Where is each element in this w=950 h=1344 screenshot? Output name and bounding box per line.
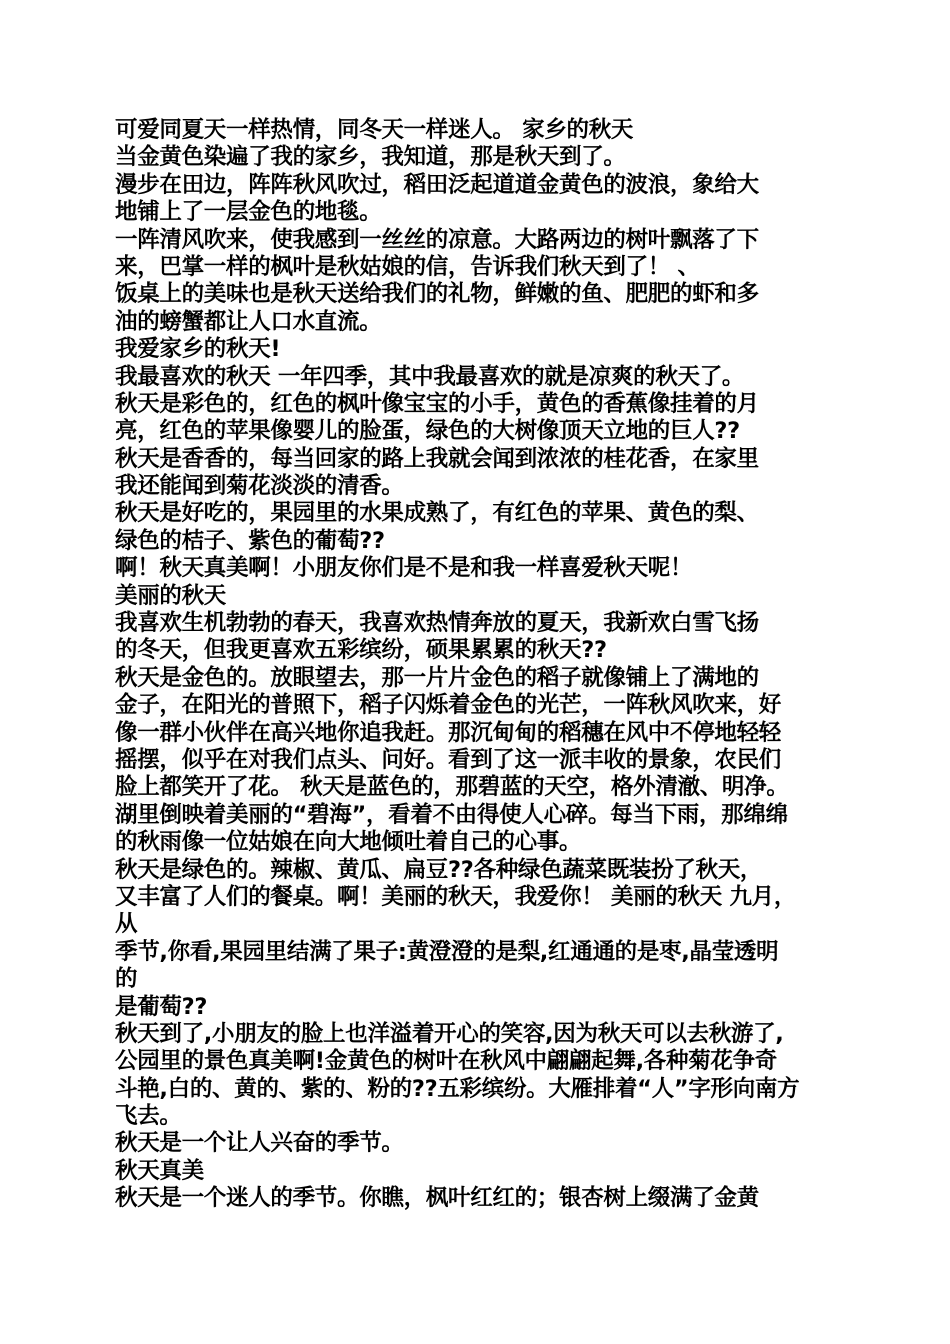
text-line: 油的螃蟹都让人口水直流。 <box>115 308 382 335</box>
text-line: 秋天是香香的，每当回家的路上我就会闻到浓浓的桂花香，在家里 <box>115 445 759 472</box>
text-line: 秋天是彩色的，红色的枫叶像宝宝的小手，黄色的香蕉像挂着的月 <box>115 390 759 417</box>
text-line: 啊！秋天真美啊！小朋友你们是不是和我一样喜爱秋天呢！ <box>115 555 693 582</box>
text-line: 秋天是绿色的。辣椒、黄瓜、扁豆??各种绿色蔬菜既装扮了秋天， <box>115 856 763 883</box>
text-line: 我最喜欢的秋天 一年四季，其中我最喜欢的就是凉爽的秋天了。 <box>115 363 745 390</box>
text-line: 可爱同夏天一样热情，同冬天一样迷人。 家乡的秋天 <box>115 117 634 143</box>
text-line: 饭桌上的美味也是秋天送给我们的礼物，鲜嫩的鱼、肥肥的虾和多 <box>115 281 759 308</box>
text-line: 一阵清风吹来，使我感到一丝丝的凉意。大路两边的树叶飘落了下 <box>115 226 759 253</box>
text-line: 湖里倒映着美丽的“碧海”，看着不由得使人心碎。每当下雨，那绵绵 <box>115 801 788 828</box>
text-line: 季节,你看,果园里结满了果子:黄澄澄的是梨,红通通的是枣,晶莹透明 <box>115 938 779 965</box>
text-line: 公园里的景色真美啊!金黄色的树叶在秋风中翩翩起舞,各种菊花争奇 <box>115 1048 778 1075</box>
text-line: 秋天真美 <box>115 1157 204 1184</box>
text-line: 金子，在阳光的普照下，稻子闪烁着金色的光芒，一阵秋风吹来，好 <box>115 692 782 719</box>
text-line: 我喜欢生机勃勃的春天，我喜欢热情奔放的夏天，我新欢白雪飞扬 <box>115 610 759 637</box>
text-line: 飞去。 <box>115 1103 182 1130</box>
text-line: 漫步在田边，阵阵秋风吹过，稻田泛起道道金黄色的波浪，象给大 <box>115 171 759 198</box>
document-body-text <box>115 117 845 1213</box>
text-line: 脸上都笑开了花。 秋天是蓝色的，那碧蓝的天空，格外清澈、明净。 <box>115 774 789 801</box>
text-line: 又丰富了人们的餐桌。啊！美丽的秋天，我爱你！ 美丽的秋天 九月， <box>115 883 797 910</box>
text-line: 摇摆，似乎在对我们点头、问好。看到了这一派丰收的景象，农民们 <box>115 746 782 773</box>
text-line: 像一群小伙伴在高兴地你追我赶。那沉甸甸的稻穗在风中不停地轻轻 <box>115 719 782 746</box>
text-line: 秋天是金色的。放眼望去，那一片片金色的稻子就像铺上了满地的 <box>115 664 759 691</box>
text-line: 我爱家乡的秋天! <box>115 336 281 363</box>
text-line: 当金黄色染遍了我的家乡，我知道，那是秋天到了。 <box>115 144 626 171</box>
text-line: 来，巴掌一样的枫叶是秋姑娘的信，告诉我们秋天到了！ 、 <box>115 253 700 280</box>
text-line: 我还能闻到菊花淡淡的清香。 <box>115 473 404 500</box>
text-line: 亮，红色的苹果像婴儿的脸蛋，绿色的大树像顶天立地的巨人?? <box>115 418 740 445</box>
text-line: 的秋雨像一位姑娘在向大地倾吐着自己的心事。 <box>115 829 582 856</box>
text-line: 美丽的秋天 <box>115 582 227 609</box>
text-line: 秋天到了,小朋友的脸上也洋溢着开心的笑容,因为秋天可以去秋游了, <box>115 1020 784 1047</box>
text-line: 秋天是好吃的，果园里的水果成熟了，有红色的苹果、黄色的梨、 <box>115 500 759 527</box>
text-line: 从 <box>115 911 138 938</box>
text-line: 的冬天，但我更喜欢五彩缤纷，硕果累累的秋天?? <box>115 637 607 664</box>
text-line: 绿色的桔子、紫色的葡萄?? <box>115 527 385 554</box>
text-line: 是葡萄?? <box>115 993 208 1020</box>
text-line: 斗艳,白的、黄的、紫的、粉的??五彩缤纷。大雁排着“人”字形向南方 <box>115 1075 800 1102</box>
text-line: 地铺上了一层金色的地毯。 <box>115 199 382 226</box>
text-line: 的 <box>115 966 138 993</box>
text-line: 秋天是一个迷人的季节。你瞧，枫叶红红的；银杏树上缀满了金黄 <box>115 1185 759 1212</box>
text-line: 秋天是一个让人兴奋的季节。 <box>115 1130 404 1157</box>
